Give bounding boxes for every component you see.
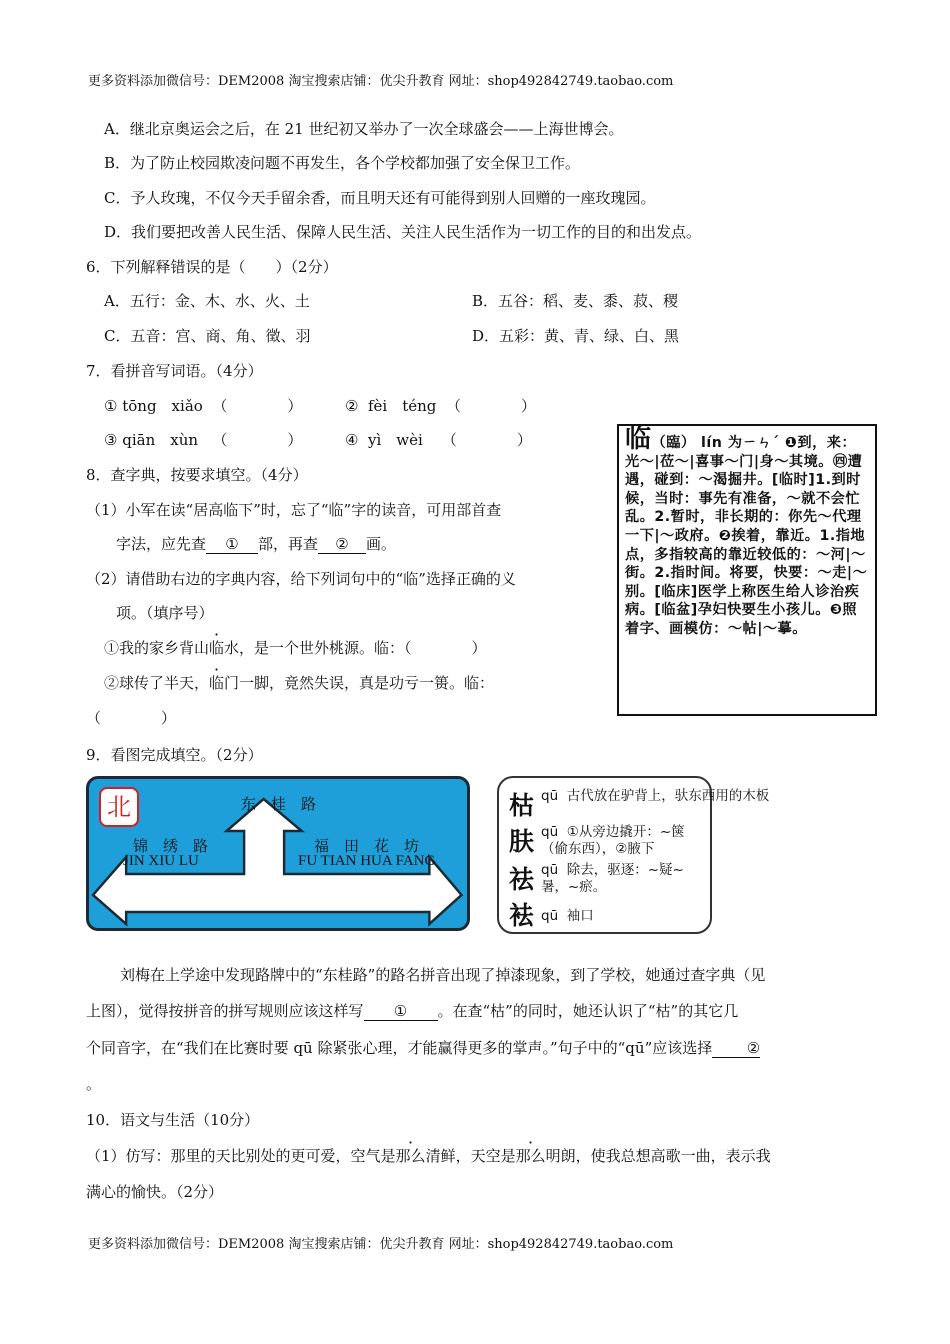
dict-headword: 临: [625, 424, 652, 454]
road-name-top: 东 桂 路: [241, 795, 317, 813]
answer-blank[interactable]: （ ）: [212, 431, 303, 449]
q6-option-c: C．五音：宫、商、角、徵、羽: [104, 327, 311, 345]
q8-stem: 8．查字典，按要求填空。（4分）: [86, 466, 308, 484]
q5-option-b: B．为了防止校园欺凌问题不再发生，各个学校都加强了安全保卫工作。: [104, 154, 581, 172]
q10-stem: 10．语文与生活（10分）: [86, 1111, 260, 1129]
q8-part1-line2: 字法，应先查 ① 部，再查 ② 画。: [116, 535, 397, 553]
q7-item-2: ② fèi téng （ ）: [345, 397, 536, 415]
page-footer: 更多资料添加微信号：DEM2008 淘宝搜索店铺：优尖升教育 网址：shop492842749.taobao.com: [88, 1237, 674, 1252]
dictionary-entry-box: [617, 424, 877, 716]
q9-para-line1: 刘梅在上学途中发现路牌中的“东桂路”的路名拼音出现了掉漆现象，到了学校，她通过查字典（见: [120, 966, 766, 984]
road-pinyin-left: JIN XIU LU: [123, 853, 199, 869]
q7-item-3: ③ qiān xùn （ ）: [104, 431, 303, 449]
q7-stem: 7．看拼音写词语。（4分）: [86, 362, 263, 380]
dict-body: lín 为ㄧㄣˊ ❶到，来：光～|莅～|喜事～门|身～其境。㊃遭遇，碰到：～渴掘井。[临时]1.到时候，当时：事先有准备，～就不会忙乱。2.暂时，非长期的：你先～代理一下|～政府。❷挨着，靠近。1.指地点，多指较高的靠近较低的：～河|～街。2.指时间。将要，快要：～走|～别。[临床]医学上称医生给人诊治疾病。[临盆]孕妇快要生小孩儿。❸照着字、画模仿：～帖|～摹。: [625, 435, 868, 637]
qu-char-4: 袪: [509, 901, 535, 930]
q9-stem: 9．看图完成填空。（2分）: [86, 746, 263, 764]
q5-option-c: C．予人玫瑰，不仅今天手留余香，而且明天还有可能得到别人回赠的一座玫瑰园。: [104, 189, 656, 207]
dict-traditional: （臨）: [651, 435, 696, 451]
q8-sentence-1: ①我的家乡背山临水，是一个世外桃源。临：（ ）: [104, 639, 487, 657]
q5-option-d: D．我们要把改善人民生活、保障人民生活、关注人民生活作为一切工作的目的和出发点。: [104, 223, 702, 241]
qu-def-3: qū 除去，驱逐：~疑~暑，~瘀。: [541, 862, 684, 895]
answer-blank-2[interactable]: ②: [712, 1039, 760, 1058]
q9-para-line4: 。: [86, 1075, 102, 1093]
road-sign: [86, 776, 470, 931]
qu-char-1: 枯: [509, 791, 535, 820]
q9-para-line3: 个同音字，在“我们在比赛时要 qū 除紧张心理，才能赢得更多的掌声。”句子中的“qū”应该选择 ②: [86, 1039, 761, 1057]
answer-blank-1[interactable]: ①: [364, 1002, 438, 1021]
qu-dictionary-box: [497, 776, 770, 934]
road-name-left: 锦 绣 路: [133, 837, 209, 855]
q8-sentence-2-paren[interactable]: （ ）: [86, 709, 177, 727]
qu-def-2: qū ①从旁边撬开：~箧（偷东西），②腋下: [541, 824, 685, 857]
q10-line2: 满心的愉快。（2分）: [86, 1183, 224, 1201]
road-name-right: 福 田 花 坊: [314, 837, 420, 855]
q8-part2-line2: 项。（填序号）: [116, 604, 214, 622]
q6-option-d: D．五彩：黄、青、绿、白、黑: [472, 327, 680, 345]
q8-sentence-2: ②球传了半天，临门一脚，竟然失误，真是功亏一篑。临：: [104, 674, 495, 692]
north-badge: 北: [99, 787, 139, 827]
q10-line1: （1）仿写：那里的天比别处的更可爱，空气是那么清鲜，天空是那么明朗，使我总想高歌一曲，表示我: [86, 1147, 771, 1165]
q7-item-4: ④ yì wèi （ ）: [345, 431, 532, 449]
q5-option-a: A．继北京奥运会之后，在 21 世纪初又举办了一次全球盛会——上海世博会。: [104, 120, 624, 138]
q6-option-a: A．五行：金、木、水、火、土: [104, 292, 310, 310]
answer-blank[interactable]: （ ）: [212, 397, 303, 415]
qu-char-3: 祛: [509, 865, 535, 894]
q9-para-line2: 上图），觉得按拼音的拼写规则应该这样写 ① 。在查“枯”的同时，她还认识了“枯”的其它几: [86, 1002, 739, 1020]
page-header: 更多资料添加微信号：DEM2008 淘宝搜索店铺：优尖升教育 网址：shop492842749.taobao.com: [88, 74, 674, 89]
answer-blank[interactable]: （ ）: [441, 431, 532, 449]
answer-blank[interactable]: （ ）: [445, 397, 536, 415]
answer-blank-2[interactable]: ②: [318, 535, 366, 554]
qu-def-4: qū 袖口: [541, 908, 594, 924]
q8-part1-line1: （1）小军在读“居高临下”时，忘了“临”字的读音，可用部首查: [86, 501, 502, 519]
qu-def-1-line1: qū 古代放在驴背上，驮东西用的木板: [541, 788, 770, 804]
qu-char-2: 肤: [509, 827, 535, 856]
answer-blank-1[interactable]: ①: [206, 535, 258, 554]
q6-option-b: B．五谷：稻、麦、黍、菽、稷: [472, 292, 679, 310]
q6-stem: 6．下列解释错误的是（ ）（2分）: [86, 258, 338, 276]
q8-part2-line1: （2）请借助右边的字典内容，给下列词句中的“临”选择正确的义: [86, 570, 516, 588]
road-pinyin-right: FU TIAN HUA FANG: [298, 853, 436, 869]
q7-item-1: ① tōng xiǎo （ ）: [104, 397, 303, 415]
